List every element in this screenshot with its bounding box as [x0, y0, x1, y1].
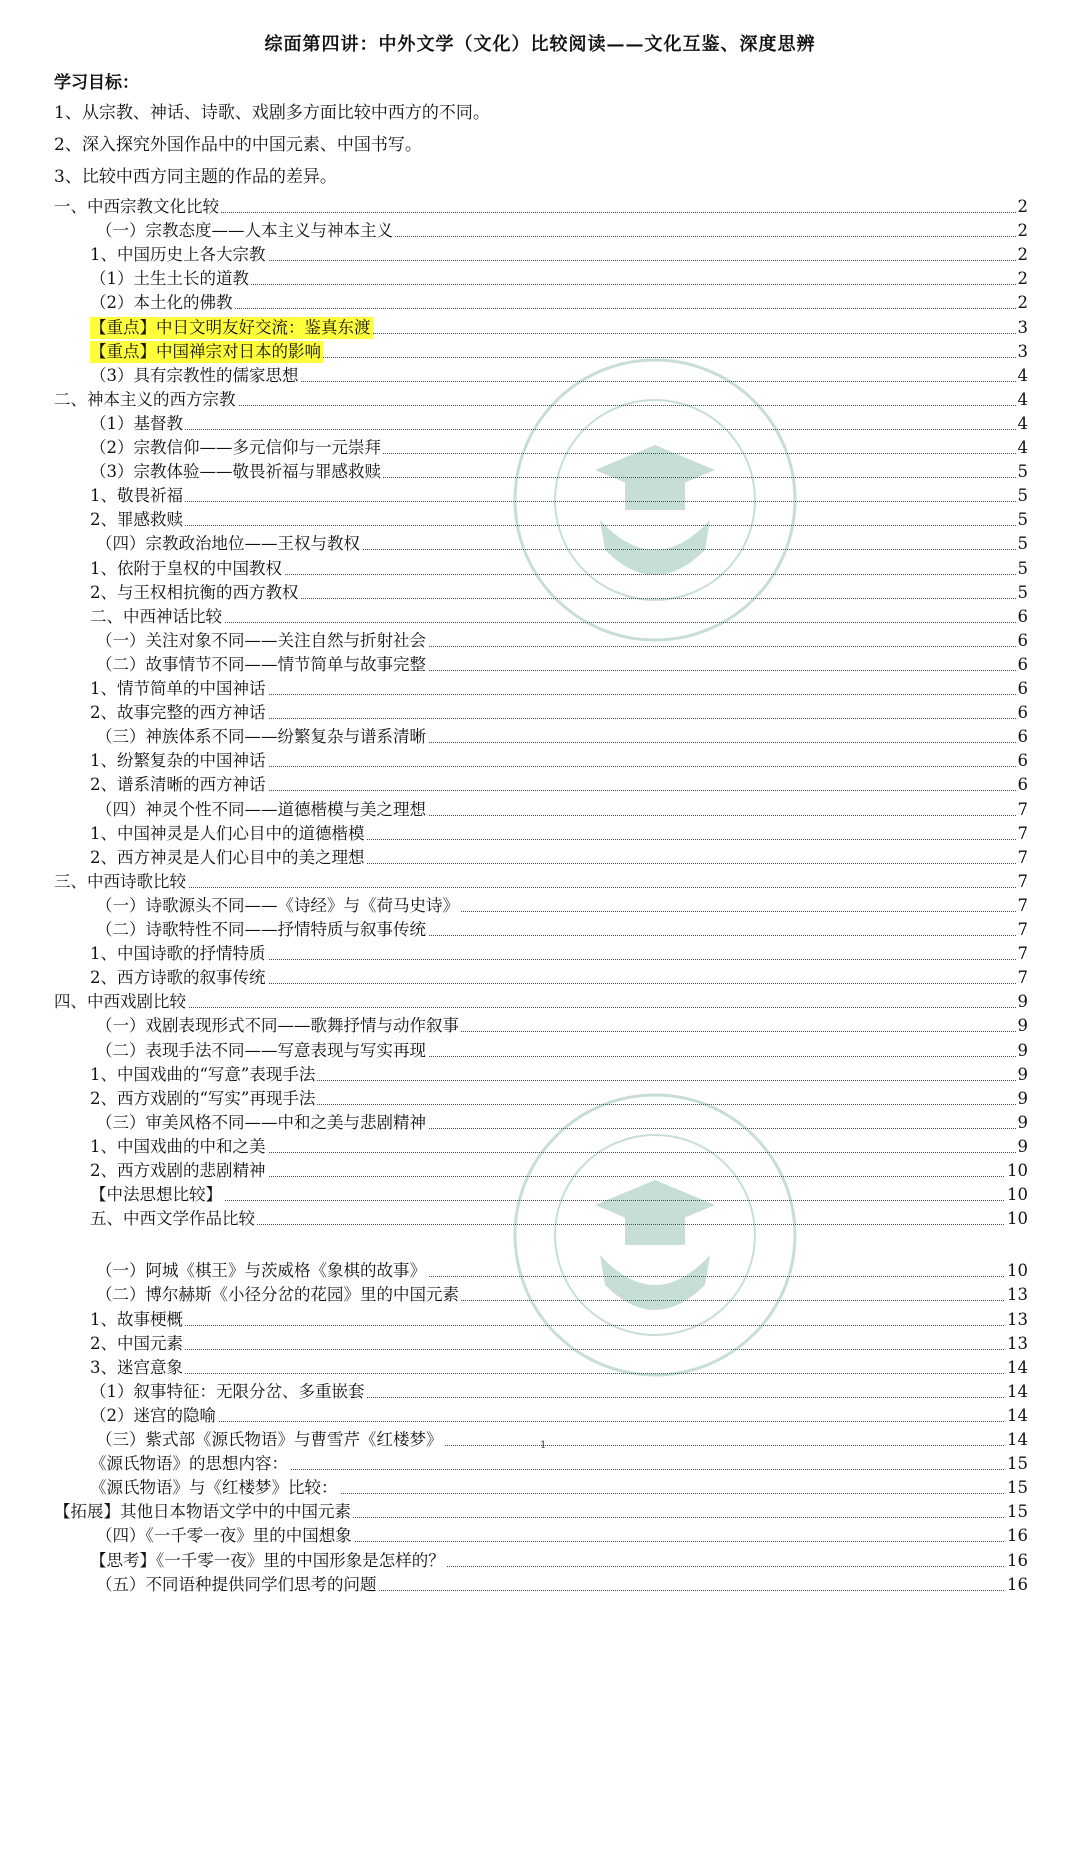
toc-page-number: 2: [1017, 197, 1028, 216]
toc-entry-label: 五、中西文学作品比较: [90, 1209, 255, 1229]
toc-page-number: 7: [1017, 968, 1028, 988]
toc-entry-label: （五）不同语种提供同学们思考的问题: [96, 1574, 377, 1594]
toc-entry-label: 1、中国诗歌的抒情特质: [90, 944, 266, 964]
toc-entry-label: 2、西方戏剧的“写实”再现手法: [90, 1088, 316, 1108]
toc-page-number: 14: [1007, 1405, 1028, 1425]
toc-entry-label: 2、西方诗歌的叙事传统: [90, 968, 266, 988]
toc-leader-dots: [54, 1007, 1026, 1008]
toc-entry-label: 1、中国戏曲的中和之美: [90, 1136, 266, 1156]
toc-page-number: 3: [1017, 317, 1028, 337]
toc-page-number: 4: [1017, 413, 1028, 433]
toc-page-number: 2: [1017, 221, 1028, 241]
toc-entry-label: 2、与王权相抗衡的西方教权: [90, 582, 299, 602]
toc-page-number: 5: [1017, 510, 1028, 530]
toc-page-number: 6: [1017, 727, 1028, 747]
toc-page-number: 7: [1017, 847, 1028, 867]
toc-page-number: 7: [1017, 799, 1028, 819]
toc-entry-label: （四）《一千零一夜》里的中国想象: [96, 1526, 352, 1546]
toc-page-number: 4: [1017, 438, 1028, 457]
toc-entry-label: 1、故事梗概: [90, 1309, 183, 1329]
toc-leader-dots: [90, 525, 1026, 526]
toc-entry-label: 1、情节简单的中国神话: [90, 679, 266, 698]
goals-heading: 学习目标：: [54, 73, 139, 93]
toc-leader-dots: [90, 1349, 1026, 1350]
toc-entry-label: （二）博尔赫斯《小径分岔的花园》里的中国元素: [96, 1285, 459, 1305]
toc-entry-label: （1）土生土长的道教: [90, 269, 249, 289]
toc-entry-label: （一）诗歌源头不同——《诗经》与《荷马史诗》: [96, 895, 459, 915]
toc-page-number: 5: [1017, 462, 1028, 482]
goal-item: 2、深入探究外国作品中的中国元素、中国书写。: [54, 135, 422, 155]
goal-item: 1、从宗教、神话、诗歌、戏剧多方面比较中西方的不同。: [54, 103, 490, 123]
toc-entry-label: 1、敬畏祈福: [90, 486, 183, 506]
toc-leader-dots: [90, 1421, 1026, 1422]
toc-page-number: 10: [1007, 1161, 1028, 1180]
toc-entry-label: （2）迷宫的隐喻: [90, 1405, 216, 1425]
toc-page-number: 6: [1017, 630, 1028, 650]
toc-page-number: 10: [1007, 1185, 1028, 1205]
toc-entry-label: （三）神族体系不同——纷繁复杂与谱系清晰: [96, 727, 426, 747]
toc-page-number: 15: [1007, 1454, 1028, 1474]
goal-item: 3、比较中西方同主题的作品的差异。: [54, 167, 337, 187]
toc-row[interactable]: [0, 1574, 1080, 1602]
toc-page-number: 9: [1017, 1016, 1028, 1036]
toc-page-number: 6: [1017, 606, 1028, 626]
toc-page-number: 5: [1017, 486, 1028, 506]
toc-page-number: 16: [1007, 1526, 1028, 1546]
toc-page-number: 10: [1007, 1261, 1028, 1281]
toc-entry-label: （三）紫式部《源氏物语》与曹雪芹《红楼梦》: [96, 1430, 443, 1449]
page-number: 1: [540, 1440, 547, 1451]
toc-page-number: 6: [1017, 751, 1028, 771]
toc-page-number: 5: [1017, 558, 1028, 578]
toc-page-number: 6: [1017, 679, 1028, 698]
toc-entry-label: 2、中国元素: [90, 1333, 183, 1353]
toc-page-number: 4: [1017, 365, 1028, 385]
toc-leader-dots: [90, 1325, 1026, 1326]
toc-leader-dots: [90, 1200, 1026, 1201]
toc-entry-label: 2、西方戏剧的悲剧精神: [90, 1161, 266, 1180]
toc-entry-label: （二）表现手法不同——写意表现与写实再现: [96, 1040, 426, 1060]
toc-entry-label: 2、故事完整的西方神话: [90, 703, 266, 723]
toc-entry-label: 3、迷宫意象: [90, 1357, 183, 1377]
toc-page-number: 6: [1017, 703, 1028, 723]
toc-entry-label: 1、依附于皇权的中国教权: [90, 558, 282, 578]
toc-entry-label: 2、罪感救赎: [90, 510, 183, 530]
toc-entry-label: 二、神本主义的西方宗教: [54, 389, 236, 409]
toc-page-number: 3: [1017, 341, 1028, 361]
toc-leader-dots: [90, 429, 1026, 430]
toc-row[interactable]: [0, 1208, 1080, 1236]
toc-page-number: 6: [1017, 775, 1028, 795]
toc-entry-label: （一）阿城《棋王》与茨威格《象棋的故事》: [96, 1261, 426, 1281]
document-title: 综面第四讲：中外文学（文化）比较阅读——文化互鉴、深度思辨: [264, 34, 816, 55]
toc-page-number: 16: [1007, 1550, 1028, 1570]
toc-entry-label: （四）宗教政治地位——王权与教权: [96, 534, 360, 554]
toc-leader-dots: [90, 622, 1026, 623]
toc-entry-label: 四、中西戏剧比较: [54, 992, 186, 1012]
toc-entry-label: （3）宗教体验——敬畏祈福与罪感救赎: [90, 462, 381, 482]
toc-entry-label: 二、中西神话比较: [90, 606, 222, 626]
toc-entry-label: （一）关注对象不同——关注自然与折射社会: [96, 630, 426, 650]
toc-entry-label: （一）戏剧表现形式不同——歌舞抒情与动作叙事: [96, 1016, 459, 1036]
toc-page-number: 5: [1017, 582, 1028, 602]
toc-leader-dots: [90, 501, 1026, 502]
toc-page-number: 13: [1007, 1333, 1028, 1353]
toc-entry-label: 2、西方神灵是人们心目中的美之理想: [90, 847, 365, 867]
toc-page-number: 16: [1007, 1574, 1028, 1594]
toc-entry-label: 【拓展】其他日本物语文学中的中国元素: [54, 1502, 351, 1522]
toc-leader-dots: [90, 1373, 1026, 1374]
toc-page-number: 7: [1017, 871, 1028, 891]
toc-page-number: 4: [1017, 389, 1028, 409]
toc-page-number: 2: [1017, 245, 1028, 265]
toc-page-number: 9: [1017, 1136, 1028, 1156]
toc-page-number: 6: [1017, 654, 1028, 674]
toc-page-number: 7: [1017, 920, 1028, 939]
toc-page-number: 9: [1017, 1088, 1028, 1108]
toc-page-number: 2: [1017, 293, 1028, 313]
toc-entry-label: 1、纷繁复杂的中国神话: [90, 751, 266, 771]
toc-entry-label: （2）本土化的佛教: [90, 293, 233, 313]
toc-entry-label: （3）具有宗教性的儒家思想: [90, 365, 299, 385]
toc-page-number: 7: [1017, 823, 1028, 843]
toc-page-number: 7: [1017, 895, 1028, 915]
toc-page-number: 9: [1017, 992, 1028, 1012]
toc-page-number: 7: [1017, 944, 1028, 964]
toc-page-number: 15: [1007, 1478, 1028, 1498]
toc-entry-label: 2、谱系清晰的西方神话: [90, 775, 266, 795]
toc-page-number: 14: [1007, 1430, 1028, 1449]
toc-page-number: 13: [1007, 1285, 1028, 1305]
toc-entry-label: （1）叙事特征：无限分岔、多重嵌套: [90, 1381, 365, 1401]
toc-entry-label: （二）诗歌特性不同——抒情特质与叙事传统: [96, 920, 426, 939]
toc-entry-label: 【重点】中日文明友好交流：鉴真东渡: [90, 317, 371, 337]
toc-entry-label: 【思考】《一千零一夜》里的中国形象是怎样的？: [90, 1550, 445, 1570]
toc-entry-label: 1、中国神灵是人们心目中的道德楷模: [90, 823, 365, 843]
toc-page-number: 14: [1007, 1381, 1028, 1401]
toc-entry-label: 三、中西诗歌比较: [54, 871, 186, 891]
toc-entry-label: 《源氏物语》的思想内容：: [90, 1454, 288, 1474]
toc-entry-label: 1、中国戏曲的“写意”表现手法: [90, 1064, 316, 1084]
toc-page-number: 9: [1017, 1040, 1028, 1060]
toc-entry-label: 【重点】中国禅宗对日本的影响: [90, 341, 321, 361]
toc-page-number: 9: [1017, 1112, 1028, 1132]
toc-entry-label: 《源氏物语》与《红楼梦》比较：: [90, 1478, 338, 1498]
toc-page-number: 9: [1017, 1064, 1028, 1084]
toc-page-number: 2: [1017, 269, 1028, 289]
toc-entry-label: （三）审美风格不同——中和之美与悲剧精神: [96, 1112, 426, 1132]
toc-page-number: 10: [1007, 1209, 1028, 1229]
toc-page-number: 13: [1007, 1309, 1028, 1329]
toc-entry-label: （1）基督教: [90, 413, 183, 433]
toc-entry-label: （二）故事情节不同——情节简单与故事完整: [96, 654, 426, 674]
toc-page-number: 5: [1017, 534, 1028, 554]
toc-entry-label: （一）宗教态度——人本主义与神本主义: [96, 221, 393, 241]
toc-leader-dots: [54, 887, 1026, 888]
toc-page-number: 15: [1007, 1502, 1028, 1522]
toc-entry-label: 一、中西宗教文化比较: [54, 197, 219, 216]
toc-entry-label: 【中法思想比较】: [90, 1185, 222, 1205]
toc-entry-label: （2）宗教信仰——多元信仰与一元崇拜: [90, 438, 381, 457]
toc-entry-label: （四）神灵个性不同——道德楷模与美之理想: [96, 799, 426, 819]
toc-page-number: 14: [1007, 1357, 1028, 1377]
toc-entry-label: 1、中国历史上各大宗教: [90, 245, 266, 265]
